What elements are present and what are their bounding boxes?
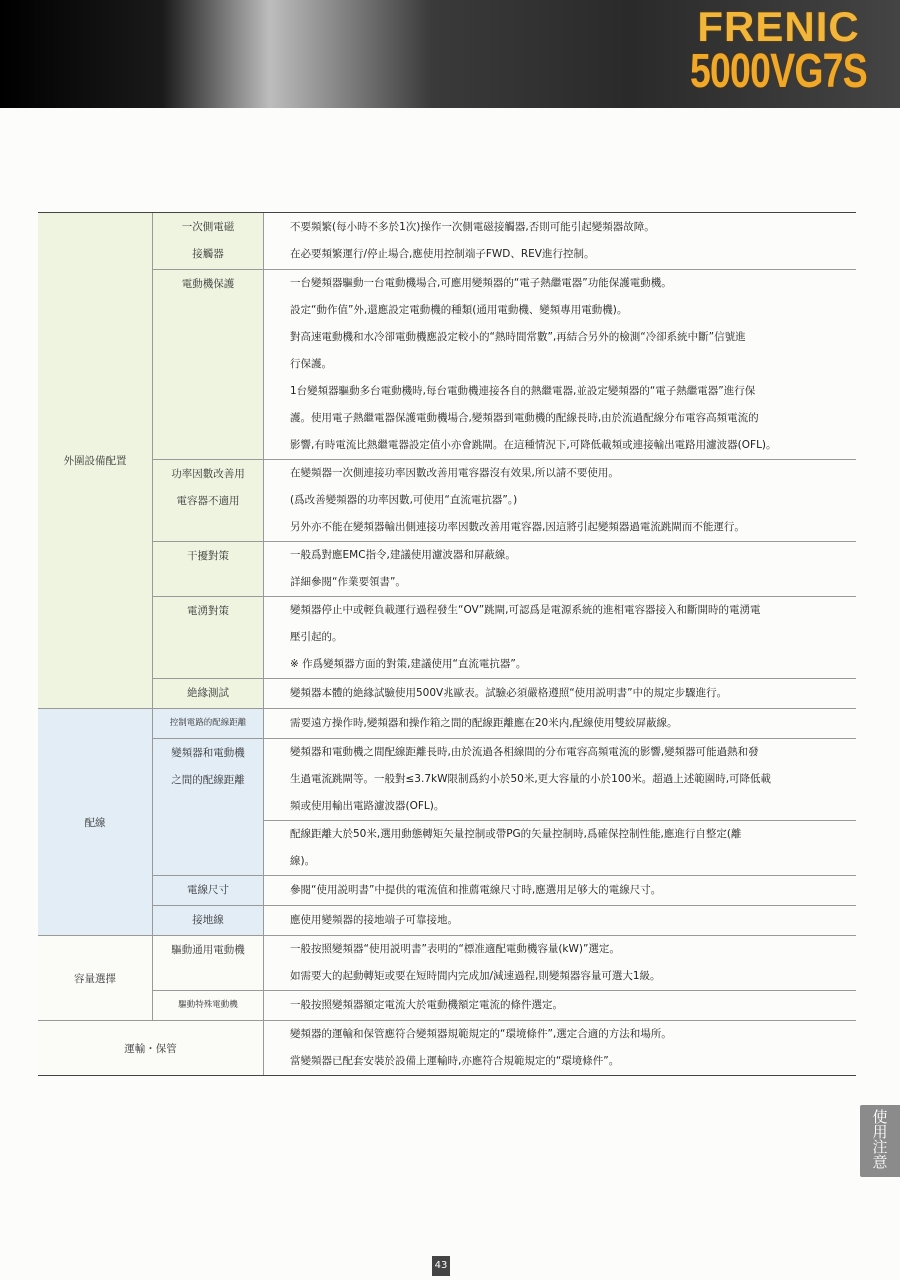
sub-motor-protection: 電動機保護: [153, 270, 264, 460]
table-row: [38, 876, 856, 906]
desc-motor-wiring: 變頻器和電動機之間配線距離長時,由於流過各相線間的分布電容高頻電流的影響,變頻器可能過熱和發 生過電流跳閘等。一般對≤3.7kW限制爲約小於50米,更大容量的小於100米。超過上述範圍時,可降低載 頻或使用輸出電路濾波器(OFL)。: [264, 739, 857, 821]
section-capacity: 容量選擇: [38, 936, 153, 1021]
sub-control-wiring: 控制電路的配線距離: [153, 709, 264, 739]
sub-ground: 接地線: [153, 906, 264, 936]
product-logo: [665, 3, 892, 98]
chapter-tab-label: 使用注意: [872, 1108, 888, 1171]
desc-motor-wiring-2: 配線距離大於50米,選用動態轉矩矢量控制或帶PG的矢量控制時,爲確保控制性能,應進行自整定(離 線)。: [264, 821, 857, 876]
desc-transport: 變頻器的運輸和保管應符合變頻器規範規定的“環境條件”,選定合適的方法和場所。 當變頻器已配套安裝於設備上運輸時,亦應符合規範規定的“環境條件”。: [264, 1021, 857, 1076]
table-row: [38, 936, 856, 991]
desc-wire-size: 參閱“使用説明書”中提供的電流值和推薦電線尺寸時,應選用足够大的電線尺寸。: [264, 876, 857, 906]
logo-line-2: 5000VG7S: [690, 45, 868, 98]
sub-motor-wiring: 變頻器和電動機 之間的配線距離: [153, 739, 264, 876]
table-row: [38, 542, 856, 597]
table-row: [38, 213, 856, 270]
table-row: [38, 991, 856, 1021]
desc-contactor: 不要頻繁(每小時不多於1次)操作一次側電磁接觸器,否則可能引起變頻器故障。 在必要頻繁運行/停止場合,應使用控制端子FWD、REV進行控制。: [264, 213, 857, 270]
chapter-tab[interactable]: [860, 1105, 900, 1177]
section-peripheral: 外圍設備配置: [38, 213, 153, 709]
sub-special-motor: 驅動特殊電動機: [153, 991, 264, 1021]
table-row: [38, 739, 856, 821]
section-transport: 運輸・保管: [38, 1021, 264, 1076]
desc-special-motor: 一般按照變頻器額定電流大於電動機額定電流的條件選定。: [264, 991, 857, 1021]
desc-motor-protection: 一台變頻器驅動一台電動機場合,可應用變頻器的“電子熱繼電器”功能保護電動機。 設定“動作值”外,還應設定電動機的種類(通用電動機、變頻專用電動機)。 對高速電動機和水冷卻電動機應設定較小的“熱時間常數”,再結合另外的檢測“冷卻系統中斷”信號進 行保護。 1台變頻器驅動多台電動機時,每台電動機連接各自的熱繼電器,並設定變頻器的“電子熱繼電器”進行保 護。使用電子熱繼電器保護電動機場合,變頻器到電動機的配線長時,由於流過配線分布電容高頻電流的 影響,有時電流比熱繼電器設定值小亦會跳閘。在這種情況下,可降低載頻或連接輸出電路用濾波器(OFL)。: [264, 270, 857, 460]
section-wiring: 配線: [38, 709, 153, 936]
table-row: [38, 460, 856, 542]
desc-general-motor: 一般按照變頻器“使用説明書”表明的“標准適配電動機容量(kW)”選定。 如需要大的起動轉矩或要在短時間内完成加/減速過程,則變頻器容量可選大1級。: [264, 936, 857, 991]
sub-general-motor: 驅動通用電動機: [153, 936, 264, 991]
sub-insulation: 絶緣測試: [153, 679, 264, 709]
page-number: 43: [432, 1256, 450, 1276]
sub-wire-size: 電線尺寸: [153, 876, 264, 906]
page-header-banner: [0, 0, 900, 108]
table-row: [38, 597, 856, 679]
sub-capacitor: 功率因數改善用 電容器不適用: [153, 460, 264, 542]
desc-interference: 一般爲對應EMC指令,建議使用濾波器和屏蔽線。 詳細參閱“作業要領書”。: [264, 542, 857, 597]
precautions-table: [38, 212, 856, 1076]
table-row: [38, 1021, 856, 1076]
desc-surge: 變頻器停止中或輕負載運行過程發生“OV”跳閘,可認爲是電源系統的進相電容器接入和斷開時的電湧電 壓引起的。 ※ 作爲變頻器方面的對策,建議使用“直流電抗器”。: [264, 597, 857, 679]
desc-control-wiring: 需要遠方操作時,變頻器和操作箱之間的配線距離應在20米内,配線使用雙絞屏蔽線。: [264, 709, 857, 739]
sub-surge: 電湧對策: [153, 597, 264, 679]
logo-line-1: FRENIC: [697, 3, 860, 50]
table-row: [38, 679, 856, 709]
desc-insulation: 變頻器本體的絶緣試驗使用500V兆歐表。試驗必須嚴格遵照“使用説明書”中的規定步驟進行。: [264, 679, 857, 709]
table-row: [38, 709, 856, 739]
sub-contactor: 一次側電磁 接觸器: [153, 213, 264, 270]
table-row: [38, 270, 856, 460]
sub-interference: 干擾對策: [153, 542, 264, 597]
desc-ground: 應使用變頻器的接地端子可靠接地。: [264, 906, 857, 936]
desc-capacitor: 在變頻器一次側連接功率因數改善用電容器沒有效果,所以請不要使用。 (爲改善變頻器的功率因數,可使用“直流電抗器”。) 另外亦不能在變頻器輸出側連接功率因數改善用電容器,因這將引起變頻器過電流跳閘而不能運行。: [264, 460, 857, 542]
table-row: [38, 906, 856, 936]
